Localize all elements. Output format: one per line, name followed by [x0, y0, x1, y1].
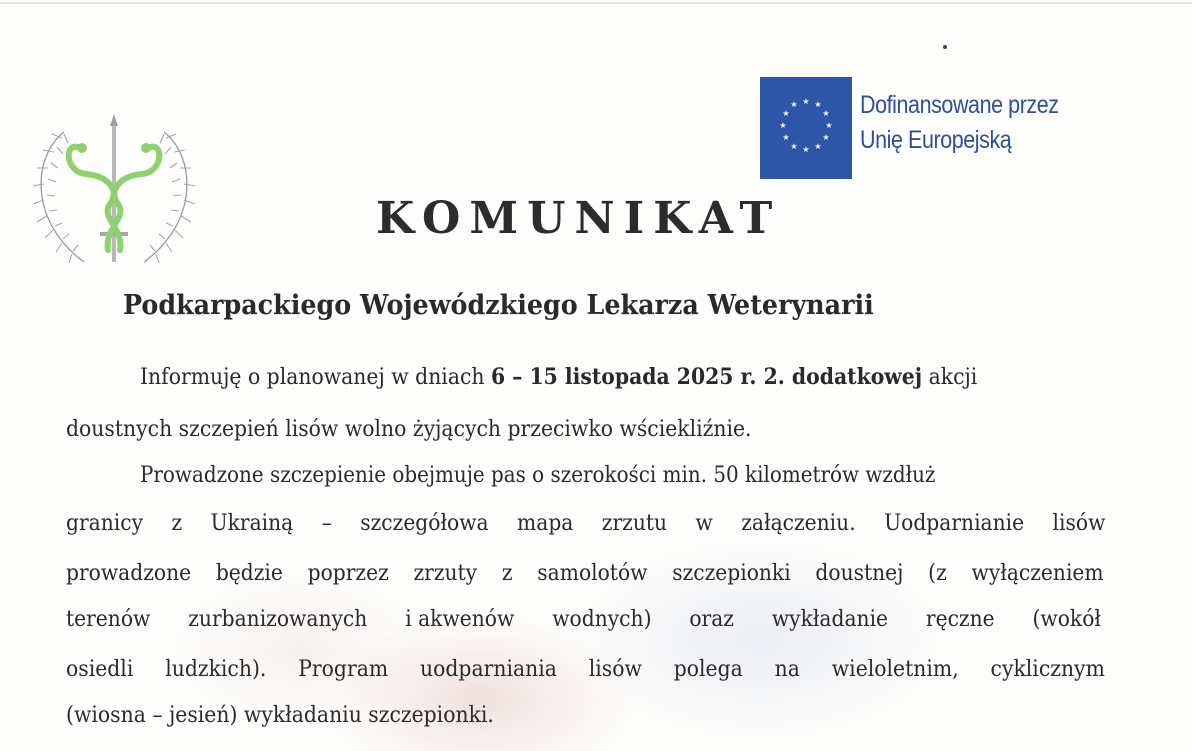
svg-text:★: ★ — [782, 109, 790, 118]
paragraph-2-line-5 — [66, 656, 1105, 682]
word: polega — [673, 656, 743, 682]
word: samolotów — [537, 560, 648, 586]
word: ludzkich). — [165, 656, 267, 682]
word: i akwenów — [405, 606, 515, 632]
svg-text:★: ★ — [822, 109, 830, 118]
eu-funding-caption — [860, 88, 1059, 158]
svg-text:★: ★ — [782, 133, 790, 142]
document-subtitle: Podkarpackiego Wojewódzkiego Lekarza Weterynarii — [123, 290, 874, 321]
word: szczepionki — [672, 560, 791, 586]
word: załączeniu. — [741, 510, 856, 536]
scan-edge-line — [0, 2, 1192, 4]
word: mapa — [517, 510, 574, 536]
word: lisów — [1052, 510, 1106, 536]
svg-text:★: ★ — [822, 133, 830, 142]
word: doustnej — [815, 560, 904, 586]
word: (z — [928, 560, 947, 586]
svg-text:★: ★ — [814, 142, 822, 151]
word: w — [695, 510, 713, 536]
svg-text:★: ★ — [802, 145, 810, 154]
word: terenów — [66, 606, 151, 632]
word: oraz — [689, 606, 734, 632]
word: z — [171, 510, 183, 536]
paragraph-2-line-4 — [66, 606, 1101, 632]
text-run: akcji — [922, 364, 978, 390]
eu-caption-line-1: Dofinansowane przez — [860, 91, 1059, 119]
word: lisów — [588, 656, 642, 682]
word: Ukrainą — [210, 510, 294, 536]
svg-text:★: ★ — [814, 100, 822, 109]
paragraph-2-line-2 — [66, 510, 1106, 536]
word: zrzutu — [601, 510, 668, 536]
word: wyłączeniem — [971, 560, 1104, 586]
word: poprzez — [307, 560, 389, 586]
word: z — [501, 560, 513, 586]
svg-text:★: ★ — [802, 97, 810, 106]
scan-speck — [943, 45, 947, 49]
word: uodparniania — [420, 656, 557, 682]
word: wodnych) — [552, 606, 652, 632]
document-title: KOMUNIKAT — [376, 193, 782, 244]
word: wykładanie — [771, 606, 889, 632]
word: prowadzone — [66, 560, 192, 586]
paragraph-1-line-1 — [140, 364, 977, 390]
highlighted-dates: 6 – 15 listopada 2025 r. 2. dodatkowej — [490, 364, 923, 390]
caduceus-wreath-icon — [24, 112, 204, 277]
svg-text:★: ★ — [790, 100, 798, 109]
word: Uodparnianie — [884, 510, 1025, 536]
word: (wokół — [1032, 606, 1101, 632]
word: wieloletnim, — [831, 656, 959, 682]
paragraph-2-line-1: Prowadzone szczepienie obejmuje pas o szerokości min. 50 kilometrów wzdłuż — [140, 462, 936, 488]
word: zurbanizowanych — [188, 606, 368, 632]
word: szczegółowa — [360, 510, 489, 536]
svg-text:★: ★ — [790, 142, 798, 151]
word: – — [321, 510, 332, 536]
word: będzie — [215, 560, 283, 586]
text-run: Informuję o planowanej w dniach — [140, 364, 491, 390]
word: cyklicznym — [990, 656, 1105, 682]
word: granicy — [66, 510, 144, 536]
svg-text:★: ★ — [825, 121, 833, 130]
word: Program — [298, 656, 389, 682]
paragraph-2-line-3 — [66, 560, 1104, 586]
paragraph-1-line-2: doustnych szczepień lisów wolno żyjących przeciwko wściekliźnie. — [66, 416, 752, 442]
eu-flag-icon — [760, 77, 852, 179]
eu-caption-line-2: Unię Europejską — [860, 126, 1012, 154]
word: ręczne — [925, 606, 995, 632]
word: osiedli — [66, 656, 134, 682]
word: na — [774, 656, 800, 682]
word: zrzuty — [413, 560, 478, 586]
paragraph-2-line-6: (wiosna – jesień) wykładaniu szczepionki. — [66, 702, 494, 728]
svg-text:★: ★ — [779, 121, 787, 130]
